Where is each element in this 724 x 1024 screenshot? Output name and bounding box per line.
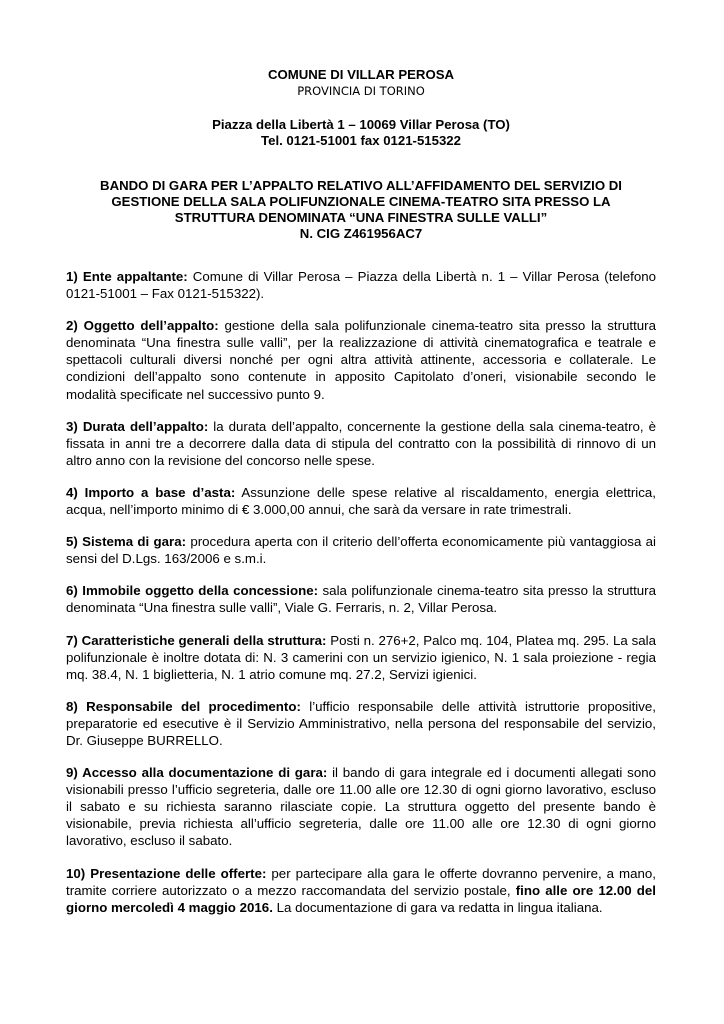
section-presentazione-offerte [66,865,656,916]
section-caratteristiche-struttura [66,632,656,683]
comune-title: COMUNE DI VILLAR PEROSA [267,67,455,82]
section-sistema-gara [66,533,656,567]
section-heading: 9) Accesso alla documentazione di gara: [66,765,328,781]
tender-cig-code: N. CIG Z461956AC7 [299,226,423,241]
section-text: Posti n. 276+2, Palco mq. 104, Platea mq. 295. La sala polifunzionale è inoltre dotata di: N. 3 camerini con un servizio igienico, N. 1 sala proiezione - regia mq. 38.4, N. 1 biglietteria, N. 1 atrio comune mq. 27.2, Servizi igienici. [66,632,656,682]
section-heading: 7) Caratteristiche generali della struttura: [66,632,327,648]
section-heading: 4) Importo a base d’asta: [66,484,236,500]
section-durata-appalto [66,418,656,469]
section-text: procedura aperta con il criterio dell’offerta economicamente più vantaggiosa ai sensi del D.Lgs. 163/2006 e s.m.i. [66,534,656,567]
section-oggetto-appalto [66,317,656,402]
provincia-subtitle: PROVINCIA DI TORINO [297,84,425,98]
section-heading: 10) Presentazione delle offerte: [66,865,267,881]
section-text-tail: La documentazione di gara va redatta in lingua italiana. [272,899,603,915]
section-text: sala polifunzionale cinema-teatro sita presso la struttura denominata “Una finestra sulle valli”, Viale G. Ferraris, n. 2, Villar Perosa. [66,583,657,616]
section-importo-base-asta [66,484,656,518]
section-heading: 1) Ente appaltante: [66,269,188,284]
submission-deadline: fino alle ore 12.00 del giorno mercoledì 4 maggio 2016. [66,882,656,915]
section-text: gestione della sala polifunzionale cinema-teatro sita presso la struttura denominata “Una finestra sulle valli”, per la realizzazione di attività cinematografica e teatrale e spettacoli culturali diversi nonché per ogni altra attività attinente, accessoria e collaterale. Le condizioni dell’appalto sono contenute in apposito Capitolato d’oneri, visionabile secondo le modalità specificate nel successivo punto 9. [66,318,656,402]
section-text: Comune di Villar Perosa – Piazza della Libertà n. 1 – Villar Perosa (telefono 0121-51001 – Fax 0121-515322). [66,269,657,302]
tender-title-line-1: BANDO DI GARA PER L’APPALTO RELATIVO ALL’AFFIDAMENTO DEL SERVIZIO DI [100,178,622,193]
tender-title-line-3: STRUTTURA DENOMINATA “UNA FINESTRA SULLE VALLI” [174,210,548,225]
section-text: l’ufficio responsabile delle attività istruttorie propositive, preparatorie ed esecutive è il Servizio Amministrativo, nella persona del responsabile del servizio, Dr. Giuseppe BURRELLO. [66,698,656,748]
section-text: per partecipare alla gara le offerte dovranno pervenire, a mano, tramite corriere autorizzato o a mezzo raccomandata del servizio postale, [66,865,656,898]
section-heading: 2) Oggetto dell’appalto: [66,318,219,334]
section-immobile-concessione [66,582,656,616]
section-accesso-documentazione [66,764,656,849]
section-text: il bando di gara integrale ed i documenti allegati sono visionabili presso l’ufficio segreteria, dalle ore 11.00 alle ore 12.30 di ogni giorno lavorativo, escluso il sabato e su richiesta saranno rilasciate copie. La struttura oggetto del presente bando è visionabile, previa richiesta all’ufficio segreteria, dalle ore 11.00 alle ore 12.30 di ogni giorno lavorativo, escluso il sabato. [66,765,656,849]
section-text: Assunzione delle spese relative al riscaldamento, energia elettrica, acqua, nell’importo minimo di € 3.000,00 annui, che sarà da versare in rate trimestrali. [66,484,657,518]
section-heading: 3) Durata dell’appalto: [66,418,209,434]
section-text: la durata dell’appalto, concernente la gestione della sala cinema-teatro, è fissata in anni tre a decorrere dalla data di stipula del contratto con la possibilità di rinnovo di un altro anno con la revisione del concorso nelle spese. [66,418,656,468]
tender-title [66,178,656,242]
tender-title-line-2: GESTIONE DELLA SALA POLIFUNZIONALE CINEMA-TEATRO SITA PRESSO LA [111,194,611,209]
section-heading: 6) Immobile oggetto della concessione: [66,583,319,599]
section-responsabile-procedimento [66,698,656,749]
document-page [66,66,656,916]
phone-line: Tel. 0121-51001 fax 0121-515322 [261,133,461,148]
section-heading: 5) Sistema di gara: [66,534,187,550]
section-ente-appaltante [66,268,656,302]
section-heading: 8) Responsabile del procedimento: [66,698,301,714]
address-line: Piazza della Libertà 1 – 10069 Villar Perosa (TO) [212,117,510,132]
